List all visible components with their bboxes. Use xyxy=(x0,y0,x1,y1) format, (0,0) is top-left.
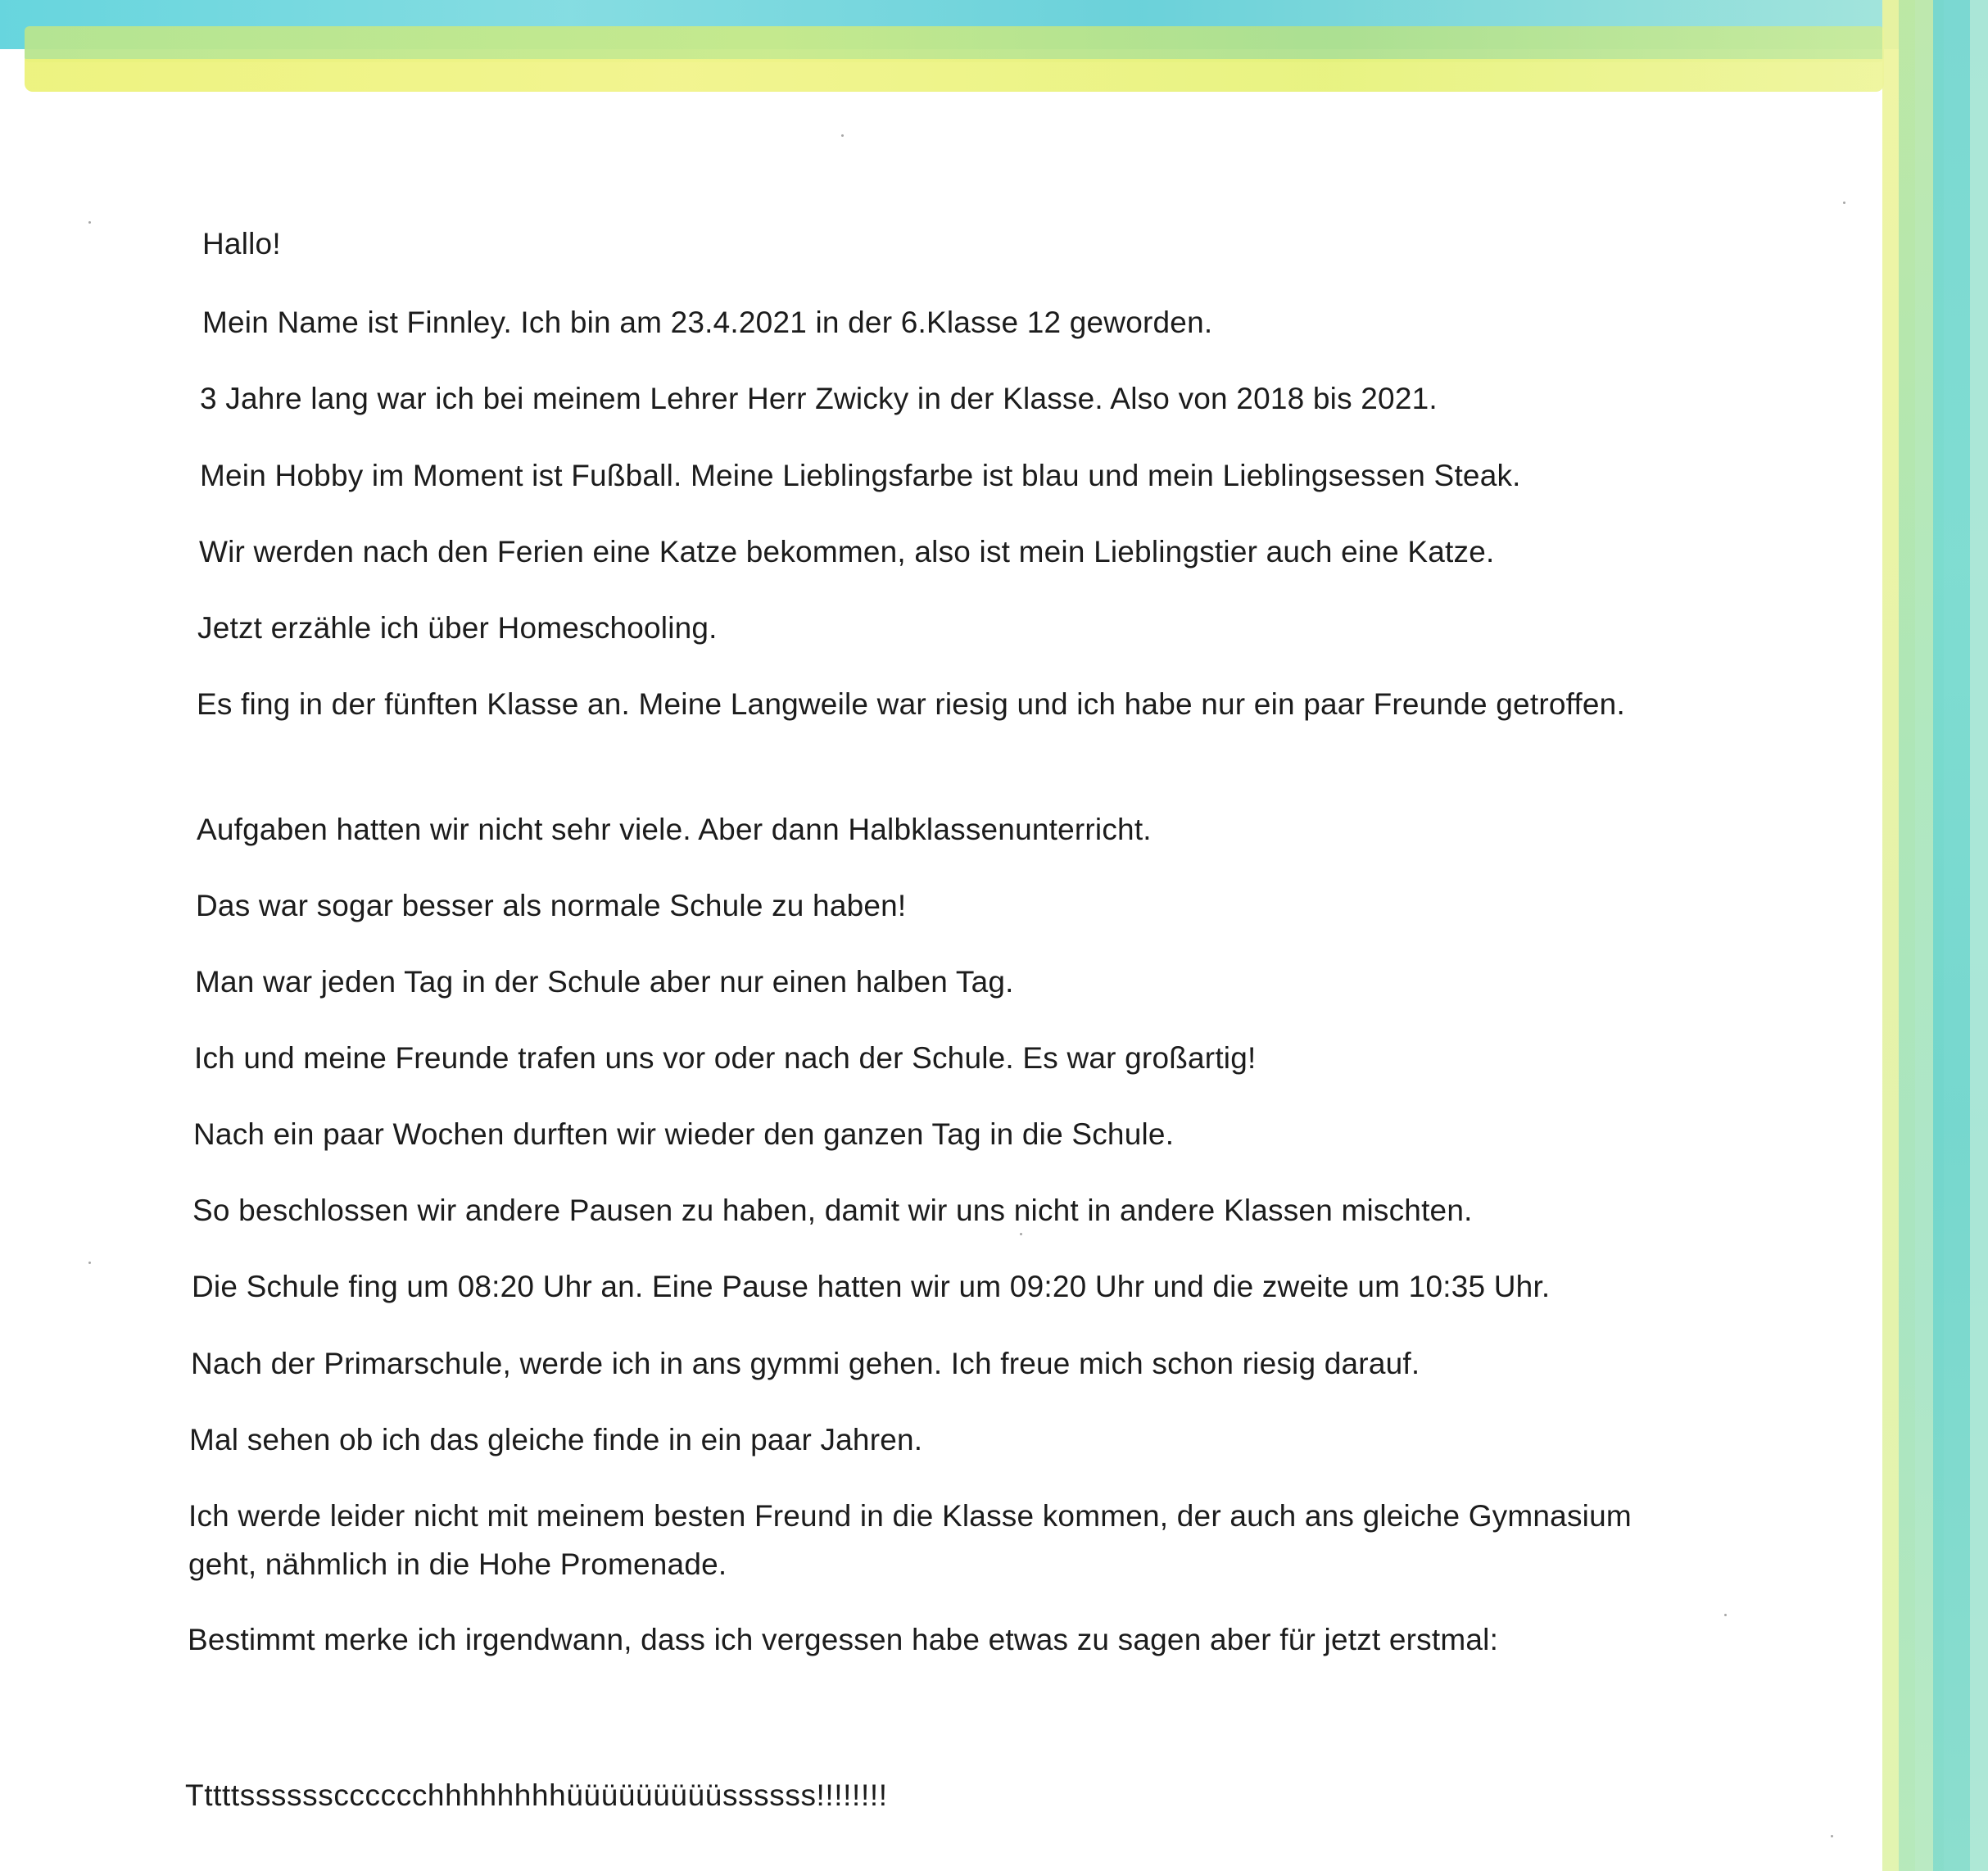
paragraph-name: Mein Name ist Finnley. Ich bin am 23.4.2021 in der 6.Klasse 12 geworden. xyxy=(202,306,1213,339)
paragraph-gymmi: Nach der Primarschule, werde ich in ans gymmi gehen. Ich freue mich schon riesig darauf. xyxy=(191,1347,1420,1380)
paragraph-breaks: So beschlossen wir andere Pausen zu haben, damit wir uns nicht in andere Klassen mischten. xyxy=(192,1194,1473,1227)
paragraph-half-day: Man war jeden Tag in der Schule aber nur einen halben Tag. xyxy=(195,965,1014,999)
paragraph-forgotten: Bestimmt merke ich irgendwann, dass ich vergessen habe etwas zu sagen aber für jetzt erstmal: xyxy=(188,1623,1499,1656)
paragraph-same: Mal sehen ob ich das gleiche finde in ein paar Jahren. xyxy=(189,1423,923,1456)
paragraph-friends: Ich und meine Freunde trafen uns vor oder nach der Schule. Es war großartig! xyxy=(194,1041,1257,1075)
paragraph-whole-day: Nach ein paar Wochen durften wir wieder den ganzen Tag in die Schule. xyxy=(193,1117,1175,1151)
paragraph-hobby: Mein Hobby im Moment ist Fußball. Meine Lieblingsfarbe ist blau und mein Lieblingsessen Steak. xyxy=(200,459,1521,492)
paragraph-best-friend: Ich werde leider nicht mit meinem besten Freund in die Klasse kommen, der auch ans gleiche Gymnasium geht, nähmlich in die Hohe Promenade. xyxy=(188,1499,1632,1581)
paragraph-homeschooling: Jetzt erzähle ich über Homeschooling. xyxy=(197,611,718,645)
paragraph-schedule: Die Schule fing um 08:20 Uhr an. Eine Pause hatten wir um 09:20 Uhr und die zweite um 10:35 Uhr. xyxy=(192,1270,1551,1303)
greeting: Hallo! xyxy=(202,227,281,260)
paragraph-teacher: 3 Jahre lang war ich bei meinem Lehrer Herr Zwicky in der Klasse. Also von 2018 bis 2021. xyxy=(200,382,1438,415)
paragraph-better: Das war sogar besser als normale Schule zu haben! xyxy=(196,889,907,922)
right-paint-stripe-mint xyxy=(1970,0,1988,1871)
paragraph-tasks: Aufgaben hatten wir nicht sehr viele. Aber dann Halbklassenunterricht. xyxy=(197,813,1152,846)
closing-farewell: Tttttsssssscccccchhhhhhhhüüüüüüüüüssssss!!!!!!!! xyxy=(185,1778,888,1812)
paragraph-cat: Wir werden nach den Ferien eine Katze bekommen, also ist mein Lieblingstier auch eine Katze. xyxy=(199,535,1495,569)
paragraph-fifth-class: Es fing in der fünften Klasse an. Meine Langweile war riesig und ich habe nur ein paar Freunde getroffen. xyxy=(197,687,1625,721)
